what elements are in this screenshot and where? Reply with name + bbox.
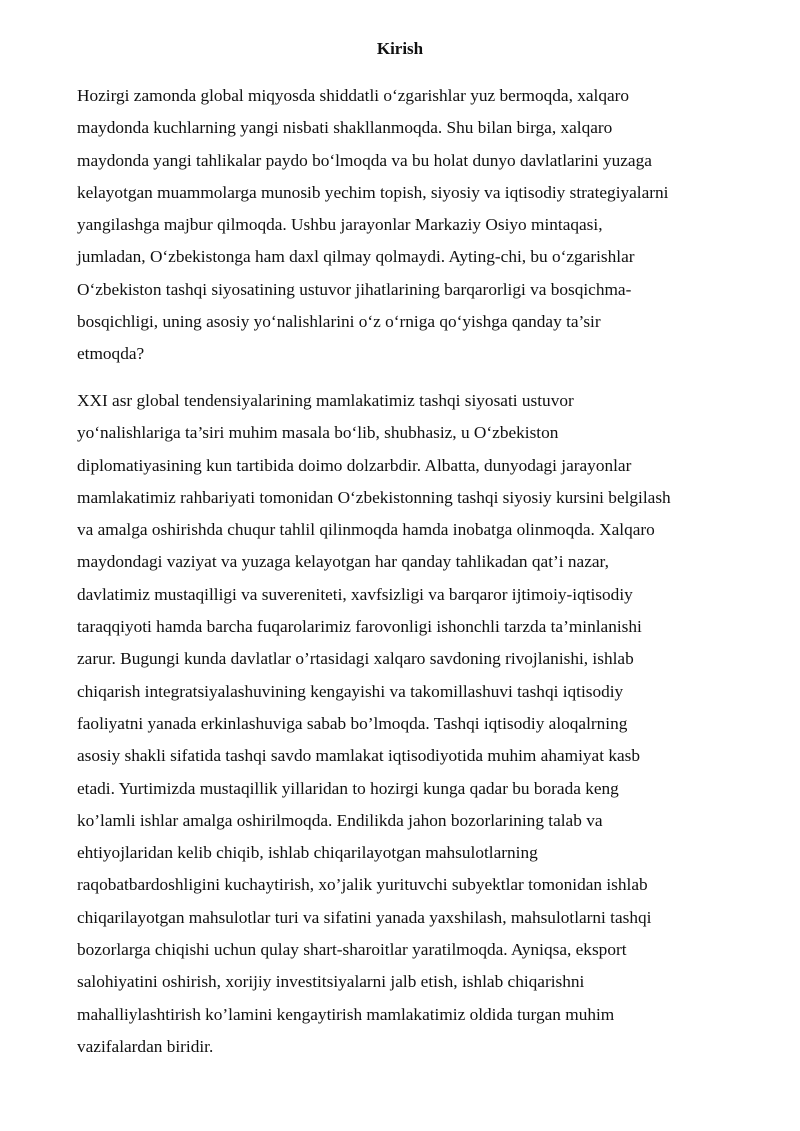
text-line: ko’lamli ishlar amalga oshirilmoqda. Endilikda jahon bozorlarining talab va [77,810,603,830]
text-line: davlatimiz mustaqilligi va suvereniteti, xavfsizligi va barqaror ijtimoiy-iqtisodiy [77,584,633,604]
text-line: XXI asr global tendensiyalarining mamlakatimiz tashqi siyosati ustuvor [77,391,574,410]
text-line: O‘zbekiston tashqi siyosatining ustuvor jihatlarining barqarorligi va bosqichma- [77,279,632,299]
text-line: etadi. Yurtimizda mustaqillik yillaridan to hozirgi kunga qadar bu borada keng [77,778,619,798]
text-line: ehtiyojlaridan kelib chiqib, ishlab chiqarilayotgan mahsulotlarning [77,843,538,863]
text-line: bosqichligi, uning asosiy yo‘nalishlarini o‘z o‘rniga qo‘yishga qanday ta’sir [77,312,601,332]
text-line: yangilashga majbur qilmoqda. Ushbu jarayonlar Markaziy Osiyo mintaqasi, [77,215,603,235]
text-line: taraqqiyoti hamda barcha fuqarolarimiz farovonligi ishonchli tarzda ta’minlanishi [77,617,642,637]
text-line: chiqarilayotgan mahsulotlar turi va sifatini yanada yaxshilash, mahsulotlarni tashqi [77,907,652,927]
paragraph-body [77,385,737,1063]
text-line: diplomatiyasining kun tartibida doimo dolzarbdir. Albatta, dunyodagi jarayonlar [77,455,632,475]
text-line: jumladan, O‘zbekistonga ham daxl qilmay qolmaydi. Ayting-chi, bu o‘zgarishlar [77,247,635,267]
text-line: yo‘nalishlariga ta’siri muhim masala bo‘lib, shubhasiz, u O‘zbekiston [77,423,559,443]
text-line: faoliyatni yanada erkinlashuviga sabab bo’lmoqda. Tashqi iqtisodiy aloqalrning [77,713,628,733]
text-line: mahalliylashtirish ko’lamini kengaytirish mamlakatimiz oldida turgan muhim [77,1004,615,1024]
text-line: salohiyatini oshirish, xorijiy investitsiyalarni jalb etish, ishlab chiqarishni [77,972,585,992]
text-line: vazifalardan biridir. [77,1036,214,1056]
text-line: bozorlarga chiqishi uchun qulay shart-sharoitlar yaratilmoqda. Ayniqsa, eksport [77,940,627,960]
text-line: Hozirgi zamonda global miqyosda shiddatli o‘zgarishlar yuz bermoqda, xalqaro [77,86,630,105]
text-line: maydondagi vaziyat va yuzaga kelayotgan har qanday tahlikadan qat’i nazar, [77,552,609,572]
text-line: kelayotgan muammolarga munosib yechim topish, siyosiy va iqtisodiy strategiyalarni [77,182,669,202]
text-line: raqobatbardoshligini kuchaytirish, xo’jalik yurituvchi subyektlar tomonidan ishlab [77,875,648,895]
text-line: zarur. Bugungi kunda davlatlar o’rtasidagi xalqaro savdoning rivojlanishi, ishlab [77,649,634,669]
text-line: mamlakatimiz rahbariyati tomonidan O‘zbekistonning tashqi siyosiy kursini belgilash [77,487,671,507]
text-line: asosiy shakli sifatida tashqi savdo mamlakat iqtisodiyotida muhim ahamiyat kasb [77,746,640,766]
text-line: va amalga oshirishda chuqur tahlil qilinmoqda hamda inobatga olinmoqda. Xalqaro [77,520,655,540]
section-title: Kirish [376,39,424,58]
text-line: maydonda yangi tahlikalar paydo bo‘lmoqda va bu holat dunyo davlatlarini yuzaga [77,150,652,170]
text-line: maydonda kuchlarning yangi nisbati shakllanmoqda. Shu bilan birga, xalqaro [77,118,613,138]
text-line: etmoqda? [77,344,145,364]
text-line: chiqarish integratsiyalashuvining kengayishi va takomillashuvi tashqi iqtisodiy [77,681,624,701]
paragraph-intro [77,80,737,371]
